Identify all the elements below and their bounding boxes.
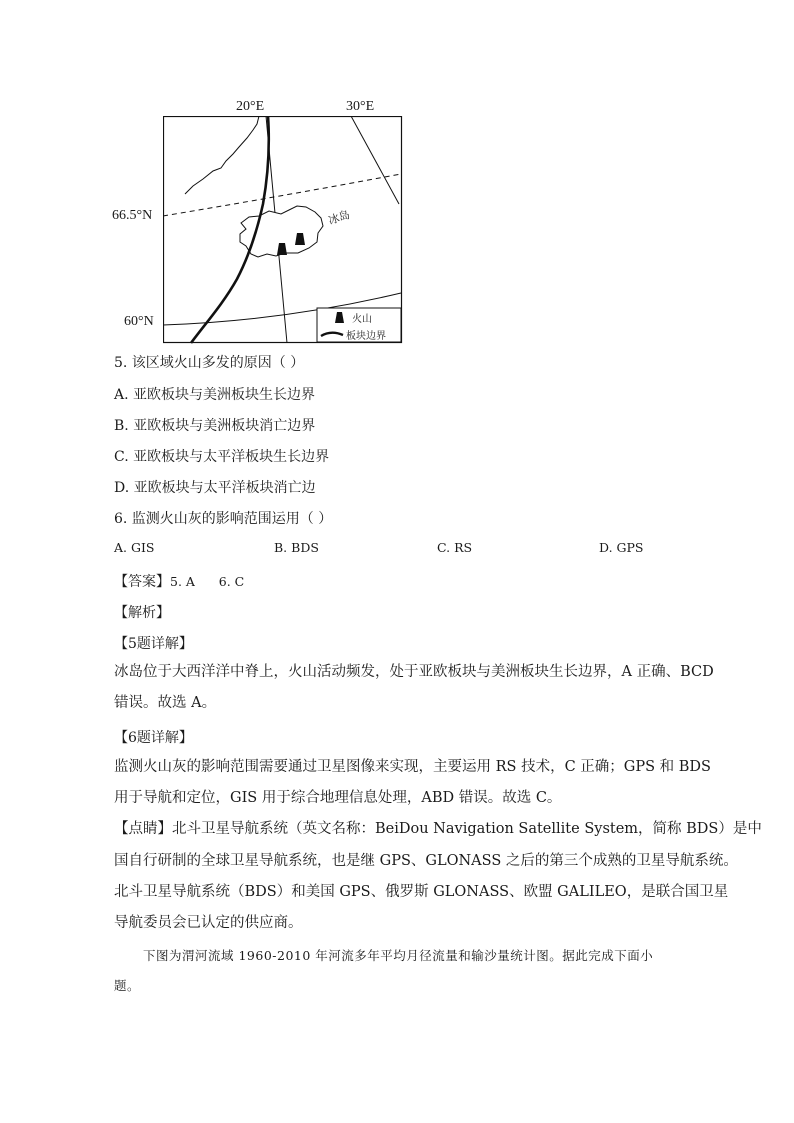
detail6-label: 【6题详解】 (114, 730, 193, 746)
answer-label: 【答案】 (114, 574, 170, 590)
analysis-label: 【解析】 (114, 605, 170, 621)
q6-stem: 6. 监测火山灰的影响范围运用（ ） (114, 511, 333, 527)
q5-option-c: C. 亚欧板块与太平洋板块生长边界 (114, 449, 330, 465)
lon-30-label: 30°E (346, 99, 375, 114)
tip-line-3: 北斗卫星导航系统（BDS）和美国 GPS、俄罗斯 GLONASS、欧盟 GALILEO，是联合国卫星 (114, 884, 729, 900)
detail5-line-2: 错误。故选 A。 (114, 695, 217, 711)
q5-option-b: B. 亚欧板块与美洲板块消亡边界 (114, 418, 316, 434)
next-intro-line-1: 下图为渭河流域 1960-2010 年河流多年平均月径流量和输沙量统计图。据此完成下面小 (143, 948, 654, 963)
iceland-label: 冰岛 (326, 208, 352, 228)
lon-20-label: 20°E (236, 99, 265, 114)
q5-option-a: A. 亚欧板块与美洲板块生长边界 (114, 387, 316, 403)
tip-line-4: 导航委员会已认定的供应商。 (114, 915, 303, 931)
detail6-line-1: 监测火山灰的影响范围需要通过卫星图像来实现，主要运用 RS 技术，C 正确；GPS 和 BDS (114, 759, 711, 775)
tip-text-1: 北斗卫星导航系统（英文名称：BeiDou Navigation Satellite System，简称 BDS）是中 (172, 821, 762, 837)
tip-line-2: 国自行研制的全球卫星导航系统，也是继 GPS、GLONASS 之后的第三个成熟的卫星导航系统。 (114, 853, 738, 869)
detail6-line-2: 用于导航和定位，GIS 用于综合地理信息处理，ABD 错误。故选 C。 (114, 790, 562, 806)
meridian-30e (351, 116, 399, 204)
q5-option-d: D. 亚欧板块与太平洋板块消亡边 (114, 480, 316, 496)
q6-option-b: B. BDS (274, 540, 319, 555)
lat-60-label: 60°N (124, 314, 154, 329)
next-intro-line-2: 题。 (114, 978, 141, 993)
q6-option-d: D. GPS (599, 540, 644, 555)
answer-value: 5. A 6. C (170, 574, 245, 589)
q5-stem: 5. 该区域火山多发的原因（ ） (114, 355, 305, 371)
detail5-label: 【5题详解】 (114, 636, 193, 652)
q6-option-a: A. GIS (114, 540, 155, 555)
legend-volcano-label: 火山 (352, 314, 372, 325)
answer-row (114, 571, 244, 591)
detail5-line-1: 冰岛位于大西洋洋中脊上，火山活动频发，处于亚欧板块与美洲板块生长边界，A 正确、BCD (114, 664, 714, 680)
tip-line-1 (114, 814, 762, 845)
plate-boundary (191, 116, 269, 343)
lat-665-label: 66.5°N (112, 208, 153, 223)
greenland-coast (185, 116, 259, 194)
q6-option-c: C. RS (437, 540, 473, 555)
tip-label: 【点睛】 (114, 821, 172, 837)
arctic-circle (163, 174, 401, 216)
legend-boundary-label: 板块边界 (346, 331, 386, 342)
